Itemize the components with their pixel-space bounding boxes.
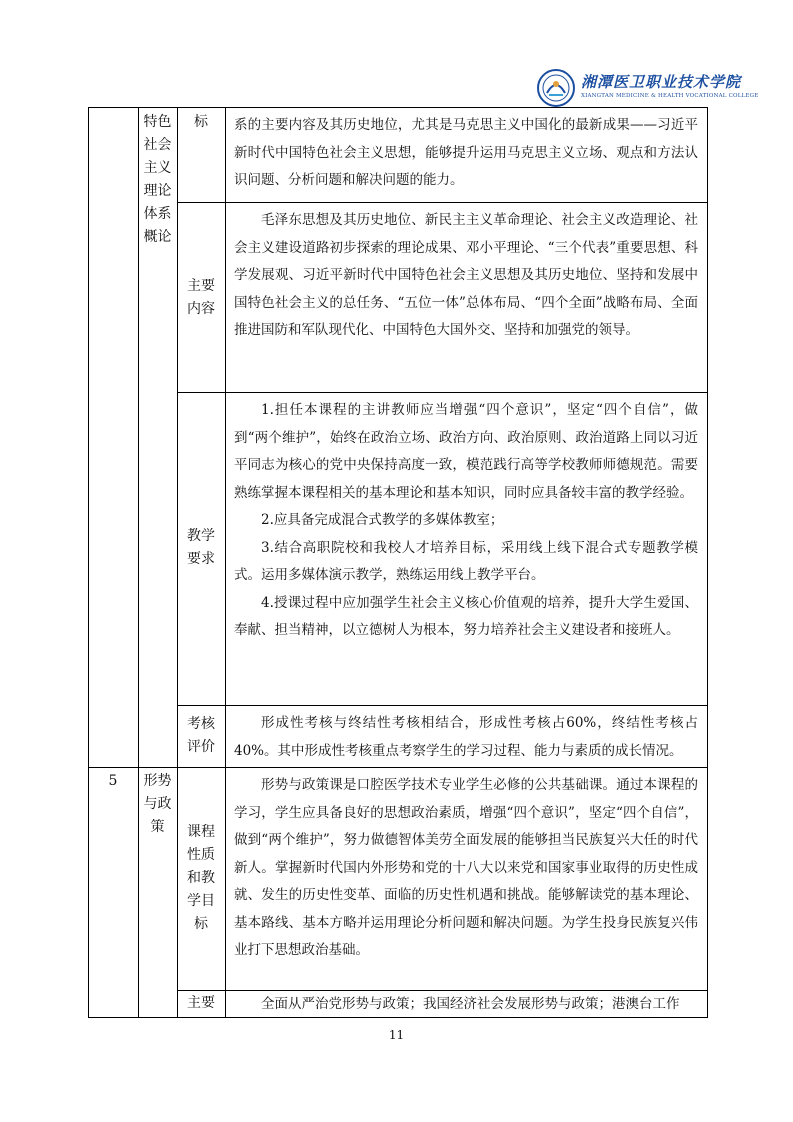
- assessment-text: [234, 710, 698, 765]
- teaching-item: 2.应具备完成混合式教学的多媒体教室；: [261, 512, 504, 528]
- content-paragraph: 毛泽东思想及其历史地位、新民主主义革命理论、社会主义改造理论、社会主义建设道路初步探索的理论成果、邓小平理论、“三个代表”重要思想、科学发展观、习近平新时代中国特色社会主义思想及其历史地位、坚持和发展中国特色社会主义的总任务、“五位一体”总体布局、“四个全面”战略布局、全面推进国防和军队现代化、中国特色大国外交、坚持和加强党的领导。: [234, 212, 698, 338]
- objective-label: [177, 821, 225, 936]
- course-name-line: 社会: [143, 137, 172, 153]
- course-name-line: 策: [150, 819, 165, 835]
- school-emblem-icon: [537, 69, 575, 107]
- objective-label-line: 性质: [187, 847, 215, 863]
- assessment-label-line: 评价: [187, 739, 215, 755]
- course-name-line: 概论: [143, 229, 172, 245]
- course-name-line: 体系: [143, 206, 172, 222]
- course-name-line: 理论: [143, 183, 172, 199]
- assessment-paragraph: 形成性考核与终结性考核相结合，形成性考核占60%，终结性考核占40%。其中形成性考核重点考察学生的学习过程、能力与素质的成长情况。: [234, 715, 698, 759]
- course-name: [138, 770, 177, 839]
- content-label-line: 主要: [187, 278, 215, 294]
- objective-text: [234, 772, 698, 965]
- teaching-label-line: 教学: [187, 528, 215, 544]
- school-name-cn: 湘潭医卫职业技术学院: [581, 73, 742, 91]
- content-label: 主要: [187, 995, 215, 1011]
- objective-text: [234, 112, 698, 195]
- content-text: [234, 991, 698, 1017]
- content-label: [177, 275, 225, 321]
- teaching-item: 3.结合高职院校和我校人才培养目标，采用线上线下混合式专题教学模式。运用多媒体演示教学，熟练运用线上教学平台。: [234, 539, 698, 583]
- teaching-item: 1.担任本课程的主讲教师应当增强“四个意识”，坚定“四个自信”，做到“两个维护”，始终在政治立场、政治方向、政治原则、政治道路上同以习近平同志为核心的党中央保持高度一致，模范践行高等学校教师师德规范。需要熟练掌握本课程相关的基本理论和基本知识，同时应具备较丰富的教学经验。: [234, 402, 698, 501]
- teaching-text: [234, 397, 698, 645]
- teaching-item: 4.授课过程中应加强学生社会主义核心价值观的培养，提升大学生爱国、奉献、担当精神，以立德树人为根本，努力培养社会主义建设者和接班人。: [234, 594, 698, 638]
- school-logo: [537, 69, 759, 109]
- teaching-label-line: 要求: [187, 551, 215, 567]
- course-name: [138, 111, 177, 249]
- objective-paragraph: 形势与政策课是口腔医学技术专业学生必修的公共基础课。通过本课程的学习，学生应具备良好的思想政治素质，增强“四个意识”，坚定“四个自信”，做到“两个维护”，努力做德智体美劳全面发展的能够担当民族复兴大任的时代新人。掌握新时代国内外形势和党的十八大以来党和国家事业取得的历史性成就、发生的历史性变革、面临的历史性机遇和挑战。能够解读党的基本理论、基本路线、基本方略并运用理论分析问题和解决问题。为学生投身民族复兴伟业打下思想政治基础。: [234, 777, 698, 958]
- course-name-line: 形势: [143, 773, 172, 789]
- course-number: 5: [108, 773, 118, 789]
- objective-label: 标: [194, 114, 208, 130]
- objective-label-line: 和教: [187, 870, 215, 886]
- objective-label-line: 标: [194, 916, 208, 932]
- content-label-line: 内容: [187, 301, 215, 317]
- course-name-line: 特色: [143, 114, 172, 130]
- assessment-label-line: 考核: [187, 716, 215, 732]
- assessment-label: [177, 713, 225, 759]
- objective-label-line: 学目: [187, 893, 215, 909]
- teaching-label: [177, 525, 225, 571]
- objective-label-line: 课程: [187, 824, 215, 840]
- course-name-line: 与政: [143, 796, 172, 812]
- course-name-line: 主义: [143, 160, 172, 176]
- school-name-en: XIANGTAN MEDICINE & HEALTH VOCATIONAL COLLEGE: [581, 93, 759, 99]
- content-paragraph: 全面从严治党形势与政策；我国经济社会发展形势与政策；港澳台工作: [261, 996, 680, 1012]
- content-text: [234, 207, 698, 345]
- page-number: 11: [388, 1028, 405, 1042]
- curriculum-table: [88, 107, 708, 1018]
- objective-paragraph: 系的主要内容及其历史地位，尤其是马克思主义中国化的最新成果——习近平新时代中国特色社会主义思想，能够提升运用马克思主义立场、观点和方法认识问题、分析问题和解决问题的能力。: [234, 117, 698, 188]
